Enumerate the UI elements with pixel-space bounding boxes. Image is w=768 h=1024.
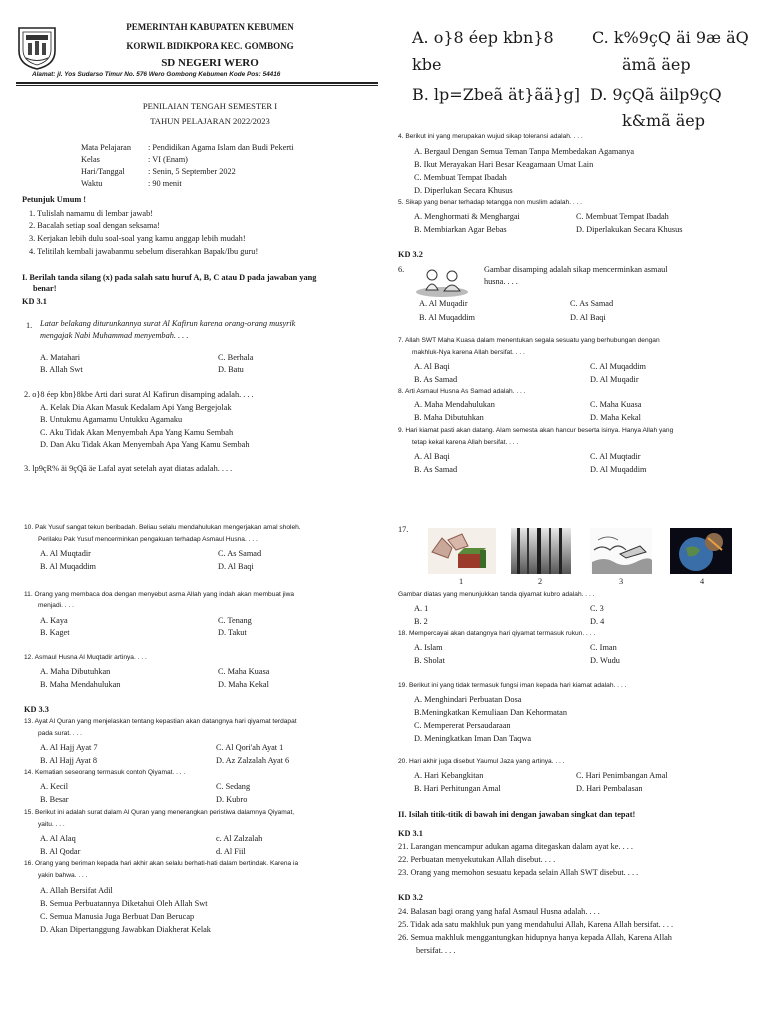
info-label-class: Kelas (81, 155, 100, 164)
q19-option-d[interactable]: D. Meningkatkan Iman Dan Taqwa (414, 734, 532, 743)
q5-option-c[interactable]: C. Membuat Tempat Ibadah (576, 212, 669, 221)
q10-text-cont: Perilaku Pak Yusuf mencerminkan pengakuan terhadap Asmaul Husna. . . . (38, 536, 258, 543)
q5-text: 5. Sikap yang benar terhadap tetangga non muslim adalah. . . . (398, 199, 583, 206)
q7-option-c[interactable]: C. Al Muqaddim (590, 362, 647, 371)
q20-option-a[interactable]: A. Hari Kebangkitan (414, 771, 484, 780)
kd-label: KD 3.3 (24, 705, 49, 714)
info-label-time: Waktu (81, 179, 103, 188)
q8-option-d[interactable]: D. Maha Kekal (590, 413, 641, 422)
info-value-time: : 90 menit (148, 179, 182, 188)
q16-text: 16. Orang yang beriman kepada hari akhir akan selalu berhati-hati dalam bertindak. Karena ia (24, 860, 299, 867)
q1-option-a[interactable]: A. Matahari (40, 353, 81, 362)
q6-option-d[interactable]: D. Al Baqi (570, 313, 606, 322)
q7-text-cont: makhluk-Nya karena Allah bersifat. . . . (412, 349, 525, 356)
q20-option-c[interactable]: C. Hari Penimbangan Amal (576, 771, 668, 780)
q15-option-b[interactable]: B. Al Qodar (40, 847, 81, 856)
q23-text: 23. Orang yang memohon sesuatu kepada selain Allah SWT disebut. . . . (398, 868, 639, 877)
q17-image-3 (590, 528, 652, 574)
kd-label: KD 3.1 (22, 297, 47, 306)
q8-option-b[interactable]: B. Maha Dibutuhkan (414, 413, 484, 422)
q5-option-b[interactable]: B. Membiarkan Agar Bebas (414, 225, 507, 234)
instructions-title: Petunjuk Umum ! (22, 195, 87, 204)
q19-text: 19. Berikut ini yang tidak termasuk fungsi iman kepada hari kiamat adalah. . . . (398, 682, 627, 689)
info-value-date: : Senin, 5 September 2022 (148, 167, 236, 176)
q6-text-cont: husna. . . . (484, 277, 518, 286)
q7-option-a[interactable]: A. Al Baqi (414, 362, 450, 371)
exam-year: TAHUN PELAJARAN 2022/2023 (150, 116, 270, 126)
q4-option-c[interactable]: C. Membuat Tempat Ibadah (414, 173, 507, 182)
q18-text: 18. Mempercayai akan datangnya hari qiyamat termasuk rukun. . . . (398, 630, 596, 637)
q6-text: Gambar disamping adalah sikap mencerminkan asmaul (484, 265, 668, 274)
q4-option-b[interactable]: B. Ikut Merayakan Hari Besar Keagamaan Umat Lain (414, 160, 594, 169)
q1-text-cont: mengajak Nabi Muhammad menyembah. . . . (40, 331, 189, 340)
q21-text: 21. Larangan mencampur adukan agama ditegaskan dalam ayat ke. . . . (398, 842, 633, 851)
q17-image-label-4: 4 (700, 577, 705, 586)
instruction-item: 3. Kerjakan lebih dulu soal-soal yang kamu anggap lebih mudah! (29, 234, 246, 243)
q12-option-d[interactable]: D. Maha Kekal (218, 680, 269, 689)
q11-text: 11. Orang yang membaca doa dengan menyebut asma Allah yang indah akan membuat jiwa (24, 591, 295, 598)
q18-option-c[interactable]: C. Iman (590, 643, 617, 652)
q18-option-b[interactable]: B. Sholat (414, 656, 445, 665)
q7-text: 7. Allah SWT Maha Kuasa dalam menentukan segala sesuatu yang berhubungan dengan (398, 337, 660, 344)
q9-text-cont: tetap kekal karena Allah bersifat. . . . (412, 439, 519, 446)
q16-text-cont: yakin bahwa. . . . (38, 872, 88, 879)
q12-option-c[interactable]: C. Maha Kuasa (218, 667, 270, 676)
q10-option-b[interactable]: B. Al Muqaddim (40, 562, 97, 571)
q9-text: 9. Hari kiamat pasti akan datang. Alam semesta akan hancur beserta isinya. Hanya Allah yang (398, 427, 674, 434)
q18-option-a[interactable]: A. Islam (414, 643, 443, 652)
q19-option-a[interactable]: A. Menghindari Perbuatan Dosa (414, 695, 522, 704)
rtop-option-d-label[interactable]: D. 9çQã äilp9çQ (590, 85, 722, 104)
q16-option-b[interactable]: B. Semua Perbuatannya Diketahui Oleh Allah Swt (40, 899, 208, 908)
q6-option-c[interactable]: C. As Samad (570, 299, 614, 308)
kd-label: KD 3.2 (398, 250, 423, 259)
q26-text: 26. Semua makhluk menggantungkan hidupnya hanya kepada Allah, Karena Allah (398, 933, 672, 942)
q25-text: 25. Tidak ada satu makhluk pun yang mendahului Allah, Karena Allah bersifat. . . . (398, 920, 674, 929)
header-line2: KORWIL BIDIKPORA KEC. GOMBONG (126, 41, 294, 51)
section1-title: I. Berilah tanda silang (x) pada salah satu huruf A, B, C atau D pada jawaban yang (22, 273, 317, 282)
rtop-option-d-cont: k&mã äep (622, 111, 705, 130)
q15-text: 15. Berikut ini adalah surat dalam Al Quran yang menerangkan peristiwa dalamnya Qiyamat, (24, 809, 295, 816)
instruction-item: 4. Telitilah kembali jawabanmu sebelum diserahkan Bapak/Ibu guru! (29, 247, 259, 256)
q1-option-c[interactable]: C. Berhala (218, 353, 254, 362)
q6-image (414, 264, 472, 298)
header-line1: PEMERINTAH KABUPATEN KEBUMEN (126, 22, 294, 32)
q17-image-4 (670, 528, 732, 574)
q14-option-c[interactable]: C. Sedang (216, 782, 251, 791)
q13-option-a[interactable]: A. Al Hajj Ayat 7 (40, 743, 98, 752)
kd-label: KD 3.2 (398, 893, 423, 902)
q5-option-d[interactable]: D. Diperlakukan Secara Khusus (576, 225, 683, 234)
q12-option-b[interactable]: B. Maha Mendahulukan (40, 680, 121, 689)
q17-text: Gambar diatas yang menunjukkan tanda qiyamat kubro adalah. . . . (398, 591, 595, 598)
rtop-option-a-cont: kbe (412, 55, 442, 74)
q11-option-a[interactable]: A. Kaya (40, 616, 68, 625)
q1-text: Latar belakang diturunkannya surat Al Kafirun karena orang-orang musyrik (40, 319, 296, 328)
q8-text: 8. Arti Asmaul Husna As Samad adalah. . . . (398, 388, 526, 395)
q6-number: 6. (398, 265, 405, 274)
rtop-option-b-label[interactable]: B. lp=Zbeã ät}ãä}g] (412, 85, 581, 104)
header-divider (16, 82, 378, 84)
q14-option-a[interactable]: A. Kecil (40, 782, 69, 791)
q17-image-label-3: 3 (619, 577, 624, 586)
header-divider-thin (16, 85, 378, 86)
q20-text: 20. Hari akhir juga disebut Yaumul Jaza yang artinya. . . . (398, 758, 565, 765)
q13-option-b[interactable]: B. Al Hajj Ayat 8 (40, 756, 98, 765)
q15-option-d[interactable]: d. Al Fiil (216, 847, 246, 856)
school-address: Alamat: jl. Yos Sudarso Timur No. 576 Wero Gombong Kebumen Kode Pos: 54416 (32, 71, 281, 78)
q5-option-a[interactable]: A. Menghormati & Menghargai (414, 212, 520, 221)
kd-label: KD 3.1 (398, 829, 423, 838)
q8-option-a[interactable]: A. Maha Mendahulukan (414, 400, 495, 409)
q24-text: 24. Balasan bagi orang yang hafal Asmaul Husna adalah. . . . (398, 907, 600, 916)
q17-image-label-1: 1 (459, 577, 464, 586)
q15-text-cont: yaitu. . . . (38, 821, 65, 828)
q19-option-c[interactable]: C. Mempererat Persaudaraan (414, 721, 511, 730)
info-value-class: : VI (Enam) (148, 155, 188, 164)
section1-title-cont: benar! (33, 284, 57, 293)
q13-text: 13. Ayat Al Quran yang menjelaskan tentang kepastian akan datangnya hari qiyamat terdapat (24, 718, 297, 725)
q26-text-cont: bersifat. . . . (416, 946, 456, 955)
q13-text-cont: pada surat. . . . (38, 730, 82, 737)
q4-option-d[interactable]: D. Diperlukan Secara Khusus (414, 186, 513, 195)
q10-option-d[interactable]: D. Al Baqi (218, 562, 254, 571)
q22-text: 22. Perbuatan menyekutukan Allah disebut. . . . (398, 855, 556, 864)
q10-option-c[interactable]: C. As Samad (218, 549, 262, 558)
rtop-option-c-cont: ämã äep (622, 55, 691, 74)
q9-option-a[interactable]: A. Al Baqi (414, 452, 450, 461)
school-logo (16, 25, 58, 70)
q4-option-a[interactable]: A. Bergaul Dengan Semua Teman Tanpa Membedakan Agamanya (414, 147, 635, 156)
q14-option-b[interactable]: B. Besar (40, 795, 69, 804)
info-label-subject: Mata Pelajaran (81, 143, 131, 152)
q17-option-b[interactable]: B. 2 (414, 617, 428, 626)
q17-image-2 (511, 528, 571, 574)
q7-option-d[interactable]: D. Al Muqadir (590, 375, 639, 384)
q17-option-c[interactable]: C. 3 (590, 604, 604, 613)
q12-option-a[interactable]: A. Maha Dibutuhkan (40, 667, 111, 676)
q20-option-b[interactable]: B. Hari Perhitungan Amal (414, 784, 501, 793)
info-label-date: Hari/Tanggal (81, 167, 125, 176)
q1-option-b[interactable]: B. Allah Swt (40, 365, 83, 374)
q1-option-d[interactable]: D. Batu (218, 365, 244, 374)
instruction-item: 2. Bacalah setiap soal dengan seksama! (29, 221, 160, 230)
q15-option-a[interactable]: A. Al Alaq (40, 834, 76, 843)
q19-option-b[interactable]: B.Meningkatkan Kemuliaan Dan Kehormatan (414, 708, 567, 717)
q1-number: 1. (26, 321, 33, 330)
q11-option-d[interactable]: D. Takut (218, 628, 247, 637)
exam-title: PENILAIAN TENGAH SEMESTER I (142, 101, 278, 111)
q16-option-a[interactable]: A. Allah Bersifat Adil (40, 886, 113, 895)
q14-option-d[interactable]: D. Kubro (216, 795, 248, 804)
q2-option-d[interactable]: D. Dan Aku Tidak Akan Menyembah Apa Yang Kamu Sembah (40, 440, 250, 449)
q17-option-d[interactable]: D. 4 (590, 617, 605, 626)
section2-title: II. Isilah titik-titik di bawah ini dengan jawaban singkat dan tepat! (398, 810, 636, 819)
q11-text-cont: menjadi. . . . (38, 602, 74, 609)
q13-option-c[interactable]: C. Al Qori'ah Ayat 1 (216, 743, 284, 752)
instruction-item: 1. Tulislah namamu di lembar jawab! (29, 209, 153, 218)
q10-text: 10. Pak Yusuf sangat tekun beribadah. Beliau selalu mendahulukan mengerjakan amal sholeh. (24, 524, 301, 531)
rtop-option-a-label[interactable]: A. o}8 éep kbn}8 (412, 28, 554, 47)
q11-option-c[interactable]: C. Tenang (218, 616, 252, 625)
q16-option-d[interactable]: D. Akan Dipertanggung Jawabkan Diakherat Kelak (40, 925, 211, 934)
q2-option-c[interactable]: C. Aku Tidak Akan Menyembah Apa Yang Kamu Sembah (40, 428, 234, 437)
q6-option-a[interactable]: A. Al Muqadir (419, 299, 468, 308)
q16-option-c[interactable]: C. Semua Manusia Juga Berbuat Dan Berucap (40, 912, 195, 921)
q8-option-c[interactable]: C. Maha Kuasa (590, 400, 642, 409)
header-line3: SD NEGERI WERO (161, 57, 259, 69)
q2-option-b[interactable]: B. Untukmu Agamamu Untukku Agamaku (40, 415, 183, 424)
q17-image-1 (428, 528, 496, 574)
rtop-option-c-label[interactable]: C. k%9çQ äi 9æ äQ (592, 28, 749, 47)
q10-option-a[interactable]: A. Al Muqtadir (40, 549, 91, 558)
q15-option-c[interactable]: c. Al Zalzalah (216, 834, 263, 843)
q20-option-d[interactable]: D. Hari Pembalasan (576, 784, 643, 793)
q4-text: 4. Berikut ini yang merupakan wujud sikap toleransi adalah. . . . (398, 133, 583, 140)
q6-option-b[interactable]: B. Al Muqaddim (419, 313, 476, 322)
q12-text: 12. Asmaul Husna Al Muqtadir artinya. . . . (24, 654, 147, 661)
q13-option-d[interactable]: D. Az Zalzalah Ayat 6 (216, 756, 290, 765)
q2-text: 2. o}8 éep kbn}8kbe Arti dari surat Al Kafirun disamping adalah. . . . (24, 390, 254, 399)
q3-text: 3. lp9çR% äi 9çQã äe Lafal ayat setelah ayat diatas adalah. . . . (24, 464, 233, 473)
info-value-subject: : Pendidikan Agama Islam dan Budi Pekerti (148, 143, 294, 152)
q18-option-d[interactable]: D. Wudu (590, 656, 620, 665)
q9-option-c[interactable]: C. Al Muqtadir (590, 452, 641, 461)
q7-option-b[interactable]: B. As Samad (414, 375, 458, 384)
q17-number: 17. (398, 525, 409, 534)
q17-image-label-2: 2 (538, 577, 543, 586)
q17-option-a[interactable]: A. 1 (414, 604, 429, 613)
q14-text: 14. Kematian seseorang termasuk contoh Qiyamat. . . . (24, 769, 186, 776)
q9-option-b[interactable]: B. As Samad (414, 465, 458, 474)
q11-option-b[interactable]: B. Kaget (40, 628, 70, 637)
q9-option-d[interactable]: D. Al Muqaddim (590, 465, 647, 474)
q2-option-a[interactable]: A. Kelak Dia Akan Masuk Kedalam Api Yang Bergejolak (40, 403, 232, 412)
